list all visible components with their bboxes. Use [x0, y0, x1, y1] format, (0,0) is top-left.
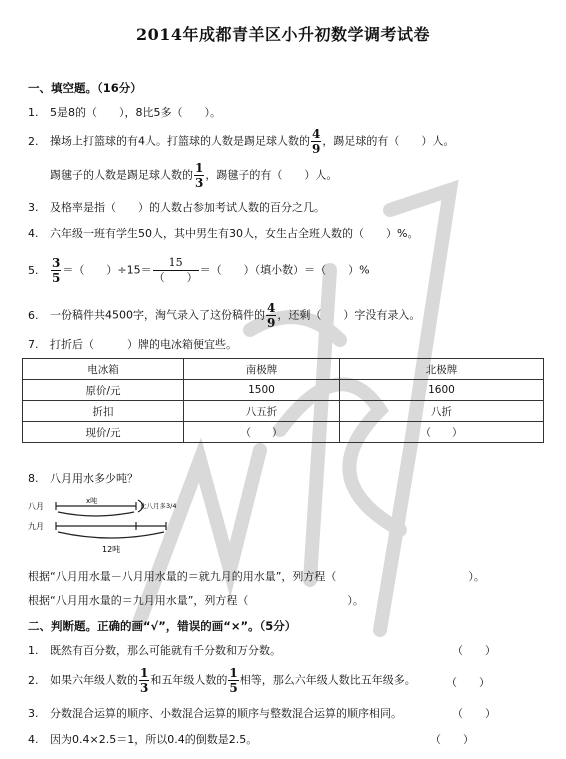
table-header-row: 电冰箱 南极牌 北极牌 — [23, 359, 544, 380]
question-4: 4. 六年级一班有学生50人，其中男生有30人，女生占全班人数的（ ）%。 — [28, 227, 419, 240]
table-row: 原价/元 1500 1600 — [23, 380, 544, 401]
line-segment-diagram — [28, 492, 198, 554]
table-row: 折扣 八五折 八折 — [23, 401, 544, 422]
question-6: 6. 一份稿件共4500字，淘气录入了这份稿件的 $\frac{4}{9}$ ，还剩（ ）字没有录入。 — [28, 301, 421, 330]
fraction: $\frac{4}{9}$ — [267, 301, 276, 330]
fraction: $\frac{1}{3}$ — [195, 161, 204, 190]
question-3: 3. 及格率是指（ ）的人数占参加考试人数的百分之几。 — [28, 201, 325, 214]
svg-text:比八月多3/4: 比八月多3/4 — [140, 502, 177, 510]
fraction: $\frac{15}{( )}$ — [153, 256, 198, 284]
question-8-equation-2: 根据“八月用水量的＝九月用水量”，列方程（ ）。 — [28, 594, 364, 607]
table-row: 现价/元 （ ） （ ） — [23, 422, 544, 443]
judge-3: 3. 分数混合运算的顺序、小数混合运算的顺序与整数混合运算的顺序相同。 — [28, 707, 402, 720]
question-2: 2. 操场上打篮球的有4人。打篮球的人数是踢足球人数的 $\frac{4}{9}$ ，踢足球的有（ ）人。 — [28, 127, 455, 156]
judge-4: 4. 因为0.4×2.5＝1，所以0.4的倒数是2.5。 — [28, 733, 258, 746]
question-5: 5. $\frac{3}{5}$ ＝（ ）÷15＝ $\frac{15}{( )}$ ＝（ ）（填小数）＝（ ）% — [28, 256, 370, 285]
judge-2: 2. 如果六年级人数的 $\frac{1}{3}$ 和五年级人数的 $\frac{1}{5}$ 相等，那么六年级人数比五年级多。 — [28, 666, 416, 695]
svg-text:12吨: 12吨 — [102, 545, 121, 554]
question-1: 1. 5是8的（ ），8比5多（ ）。 — [28, 106, 221, 119]
judge-4-answer[interactable]: （ ） — [430, 733, 474, 746]
judge-2-answer[interactable]: （ ） — [446, 676, 490, 689]
question-2-line-2: 踢毽子的人数是踢足球人数的 $\frac{1}{3}$ ，踢毽子的有（ ）人。 — [50, 161, 338, 190]
question-8-equation-1: 根据“八月用水量－八月用水量的＝就九月的用水量”，列方程（ ）。 — [28, 570, 485, 583]
section-fill-blank-heading: 一、填空题。（16分） — [28, 81, 142, 95]
svg-text:八月: 八月 — [28, 502, 44, 511]
judge-1: 1. 既然有百分数，那么可能就有千分数和万分数。 — [28, 644, 281, 657]
section-judge-heading: 二、判断题。正确的画“√”，错误的画“×”。（5分） — [28, 619, 297, 633]
fraction: $\frac{1}{3}$ — [140, 666, 149, 695]
fraction: $\frac{3}{5}$ — [52, 256, 61, 285]
fraction: $\frac{4}{9}$ — [312, 127, 321, 156]
fraction: $\frac{1}{5}$ — [229, 666, 238, 695]
question-8: 8. 八月用水多少吨？ — [28, 472, 138, 485]
judge-3-answer[interactable]: （ ） — [452, 707, 496, 720]
svg-text:九月: 九月 — [28, 522, 44, 531]
question-7: 7. 打折后（ ）牌的电冰箱便宜些。 — [28, 338, 237, 351]
page-title: 2014年成都青羊区小升初数学调考试卷 — [135, 25, 431, 44]
judge-1-answer[interactable]: （ ） — [452, 644, 496, 657]
svg-text:x吨: x吨 — [86, 497, 98, 505]
fridge-price-table — [22, 358, 544, 443]
